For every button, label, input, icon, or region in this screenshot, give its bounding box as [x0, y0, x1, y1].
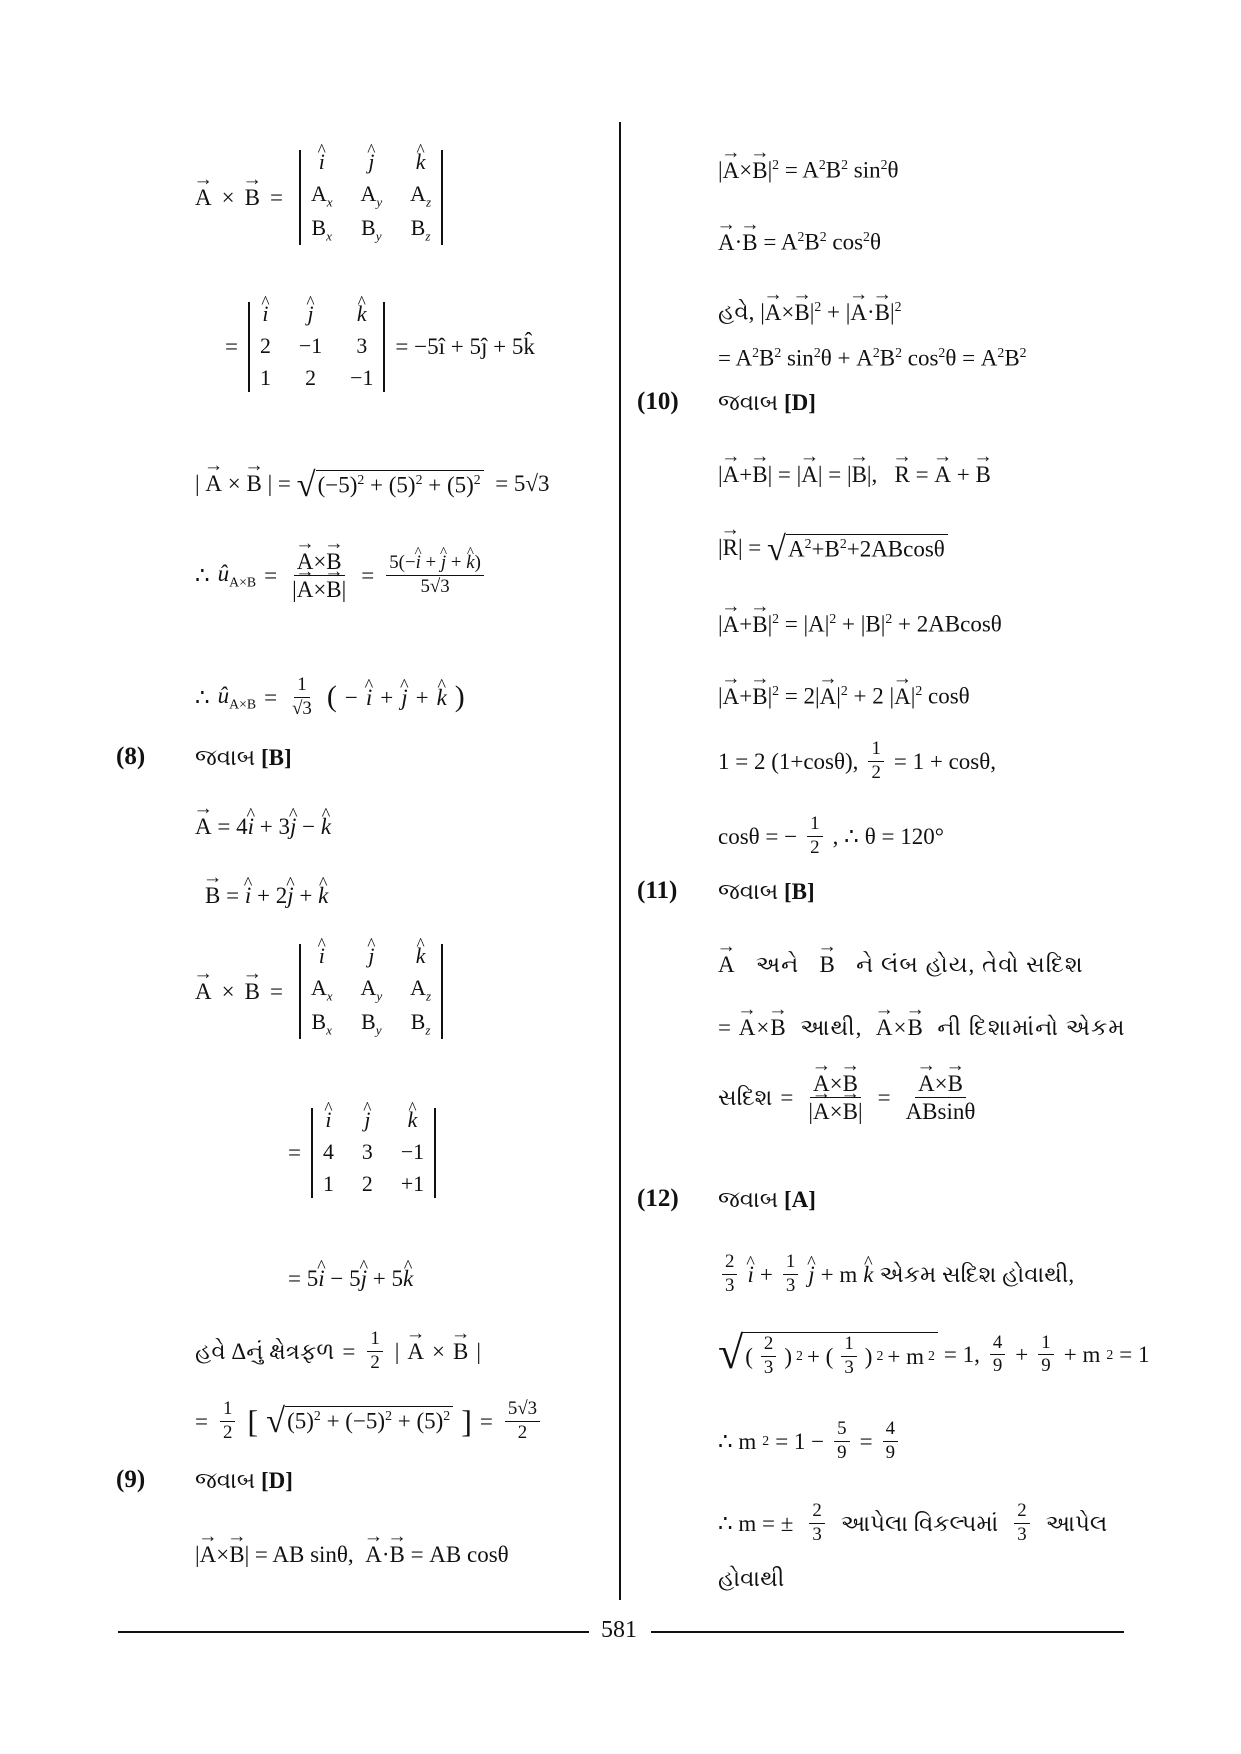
and-word: અને: [755, 952, 800, 977]
m-value-line: ∴ m = ± $\frac{2}{3}$ આપેલા વિકલ્પમાં $\frac{2}{3}$ આપેલ: [718, 1500, 1108, 1545]
answer-option-11: [B]: [783, 879, 815, 904]
given-options-phrase: આપેલા વિકલ્પમાં: [840, 1510, 999, 1536]
magnitude-equation: √ ( $\frac{2}{3}$ ) 2 + ( $\frac{1}{3}$ ) 2 + m 2 = 1, $\frac{4}{9}$ + $\frac{1}{9}$ + m 2 = 1: [718, 1327, 1150, 1378]
cross-product-numeric-1: = ^ i ^ j ^ k 2 −1 3 1 2 −1 = −5î + 5ĵ + 5k̂: [225, 302, 535, 392]
unit-vector-fraction: ∴ $û_{A\times B}$ = → $\frac{A\times\to B}{|\to A\times\to B|}$ = $\frac{5(-\^{} i + \^{} j + \^{} k)}{5√3}$: [195, 550, 488, 601]
vector-a-definition: → A = 4^ i + 3^ j − ^ k: [195, 815, 331, 838]
answer-12: [718, 1188, 816, 1211]
direction-phrase: ની દિશામાંનો એકમ: [937, 1015, 1126, 1040]
direction-statement: = → A×→ B આથી, → A×→ B ની દિશામાંનો એકમ: [718, 1016, 1126, 1039]
determinant-numeric-1: ^ i ^ j ^ k 2 −1 3 1 2 −1: [248, 302, 385, 392]
have-word: હવે,: [718, 299, 755, 325]
unit-vector-expression: સદિશ = → $\frac{A\times\to B}{|\to A\times\to B|}$ = → $\frac{A\times\to B}{ABsin\theta}$: [718, 1072, 982, 1123]
perpendicular-phrase: ને લંબ હોય, તેવો સદિશ: [856, 952, 1084, 977]
question-number-8: (8): [116, 743, 146, 770]
perpendicular-statement: → A અને → B ને લંબ હોય, તેવો સદિશ: [718, 953, 1084, 976]
answer-11: [718, 880, 815, 903]
sum-of-squares-result: = $A^2B^2$ $\sin^2\theta + A^2B^2$ $\cos^2\theta = A^2B^2$: [718, 345, 1027, 371]
resultant-squared-simplified: |→ $A+\to B|^2 = 2|\to A|^2 + 2$ |→ $A|^2$ cosθ: [718, 684, 970, 708]
column-divider: [619, 122, 621, 1600]
cross-result-1: = −5î + 5ĵ + 5k̂: [395, 334, 535, 360]
answer-option-10: [D]: [783, 390, 816, 415]
question-number-9: (9): [116, 1466, 146, 1493]
unit-vector-phrase: એકમ સદિશ હોવાથી,: [879, 1261, 1075, 1287]
unit-vector-result: ∴ $û_{A\times B}$ = $\frac{1}{√3}$ ( − ^ i + ^ j + ^ k ): [195, 676, 465, 719]
answer-option-12: [A]: [783, 1187, 816, 1212]
theta-result-line: cosθ = − $\frac{1}{2}$ , ∴ θ = 120°: [718, 813, 944, 858]
vector-word: સદિશ: [718, 1085, 773, 1110]
triangle-area-result: = $\frac{1}{2}$ [ √ $(5)^2 + (-5)^2 + (5)^2$ ] = $\frac{5√3}{2}$: [195, 1400, 544, 1443]
m-squared-equation: ∴ m 2 = 1 − $\frac{5}{9}$ = $\frac{4}{9}$: [718, 1420, 902, 1463]
magnitude-line: | → A × → B | = √ $(-5)^2 + (5)^2 + (5)^2$ = 5√3: [195, 470, 550, 501]
area-label: હવે Δનું ક્ષેત્રફળ: [195, 1338, 335, 1364]
answer-word: જવાબ: [195, 1468, 256, 1493]
answer-option-9: [D]: [260, 1468, 293, 1493]
magnitude-result: = 5√3: [495, 470, 550, 496]
cross-result-2: = 5^ i − 5^ j + 5^ k: [288, 1267, 413, 1290]
answer-10: [718, 391, 816, 414]
cos-equation: 1 = 2 (1+cosθ), $\frac{1}{2}$ = 1 + cosθ,: [718, 738, 996, 783]
cross-product-numeric-2: = ^ i ^ j ^ k 4 3 −1 1 2 +1: [288, 1108, 436, 1198]
resultant-magnitude: |→ R| = √ $A^2+B^2+2ABcos\theta$: [718, 534, 948, 565]
vector-b-definition: → B = ^ i + 2^ j + ^ k: [205, 884, 328, 907]
answer-word: જવાબ: [718, 879, 779, 904]
determinant-numeric-2: ^ i ^ j ^ k 4 3 −1 1 2 +1: [311, 1108, 436, 1198]
answer-9: [195, 1469, 293, 1492]
determinant-generic-1: ^ i ^ j ^ k $A_x$ $A_y$ $A_z$ $B_x$ $B_y$ $B_z$: [299, 150, 443, 245]
question-number-10: (10): [637, 388, 679, 415]
footer-rule-right: [651, 1631, 1124, 1633]
question-number-11: (11): [637, 877, 678, 904]
triangle-area-line: હવે Δનું ક્ષેત્રફળ = $\frac{1}{2}$ | → A × → B |: [195, 1330, 481, 1373]
page-number: 581: [601, 1617, 637, 1643]
cross-dot-definition: |→ A×→ B| = AB sinθ, → A·→ B = AB cosθ: [195, 1543, 509, 1566]
answer-option-8: [B]: [260, 745, 292, 770]
being-word: હોવાથી: [718, 1566, 785, 1591]
cross-squared: |→ $A\times\to B|^2 = A^2B^2$ $\sin^2\theta$: [718, 158, 899, 182]
answer-word: જવાબ: [195, 745, 256, 770]
resultant-squared: |→ $A+\to B|^2 = |A|^2 + |B|^2 + 2ABcos\theta$: [718, 612, 1002, 636]
question-number-12: (12): [637, 1185, 679, 1212]
answer-word: જવાબ: [718, 1187, 779, 1212]
theta-value: θ = 120°: [864, 823, 944, 849]
cross-product-determinant-2: → A × → B = ^ i ^ j ^ k $A_x$ $A_y$ $A_z$ $B_x$ $B_y$ $B_z$: [195, 944, 443, 1039]
hence-word: આથી,: [800, 1015, 863, 1040]
dot-squared: → $A\cdot\to B = A^2B^2$ $\cos^2\theta$: [718, 230, 881, 254]
answer-word: જવાબ: [718, 390, 779, 415]
sum-of-squares: હવે, |→ $A\times\to B|^2$ + |→ $A\cdot\to B|^2$: [718, 300, 902, 324]
footer-rule-left: [118, 1631, 589, 1633]
equal-magnitudes: |→ A+→ B| = |→ A| = |→ B|, → R = → A + → B: [718, 463, 991, 486]
cross-product-determinant-1: → A × → B = ^ i ^ j ^ k $A_x$ $A_y$ $A_z$ $B_x$ $B_y$ $B_z$: [195, 150, 443, 245]
unit-vector-condition: $\frac{2}{3}$ ^ i + $\frac{1}{3}$ ^ j + m ^ k એકમ સદિશ હોવાથી,: [718, 1248, 1074, 1296]
given-word: આપેલ: [1045, 1510, 1108, 1536]
answer-8: [195, 746, 292, 769]
determinant-generic-2: ^ i ^ j ^ k $A_x$ $A_y$ $A_z$ $B_x$ $B_y$ $B_z$: [299, 944, 443, 1039]
